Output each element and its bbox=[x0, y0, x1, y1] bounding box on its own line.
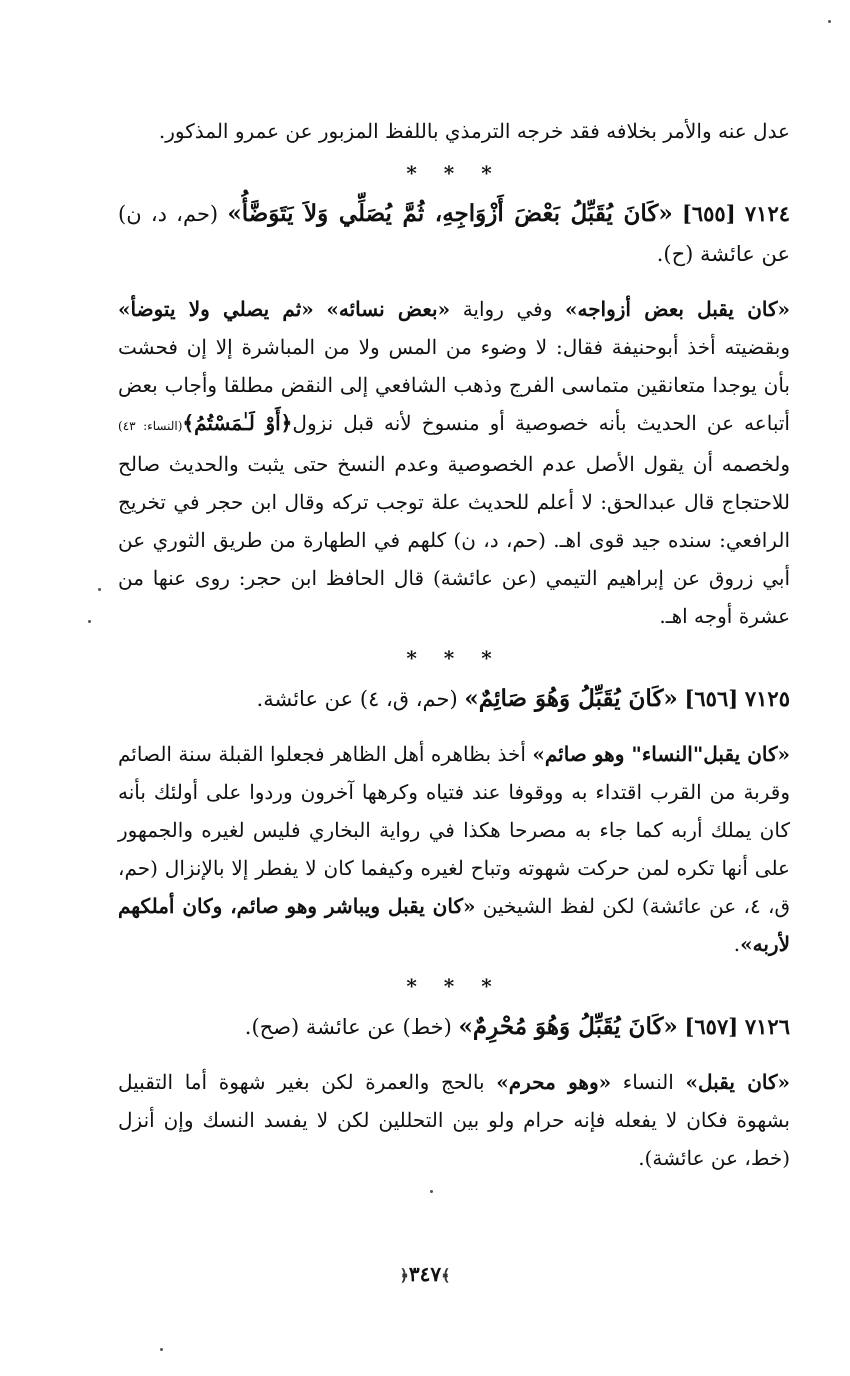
hadith-reference: (خط) عن عائشة (صح). bbox=[244, 1015, 452, 1039]
commentary-7125 bbox=[118, 735, 790, 963]
page-number bbox=[0, 1262, 850, 1286]
hadith-number: ٧١٢٦ bbox=[744, 1014, 790, 1039]
commentary-text: . bbox=[733, 932, 741, 956]
hadith-bracket-number: [٦٥٦] bbox=[684, 686, 739, 711]
scan-speck bbox=[160, 1348, 163, 1351]
hadith-text: «كَانَ يُقَبِّلُ وَهُوَ مُحْرِمٌ» bbox=[458, 1013, 678, 1040]
commentary-bold: «كان يقبل ويباشر وهو صائم، وكان أملكهم لأربه» bbox=[118, 894, 790, 956]
quran-verse: ﴿أَوْ لَـٰمَسْتُمُ﴾ bbox=[182, 411, 293, 435]
hadith-entry-7126 bbox=[118, 1007, 790, 1047]
hadith-reference: (حم، د، ن) عن عائشة (ح). bbox=[118, 202, 790, 266]
commentary-7124 bbox=[118, 290, 790, 635]
commentary-text: النساء bbox=[611, 1070, 686, 1094]
hadith-reference: (حم، ق، ٤) عن عائشة. bbox=[256, 687, 458, 711]
verse-reference: (النساء: ٤٣) bbox=[118, 419, 183, 433]
commentary-text: وفي رواية bbox=[450, 297, 565, 321]
commentary-7126 bbox=[118, 1063, 790, 1177]
hadith-entry-7125 bbox=[118, 679, 790, 719]
commentary-text: ولخصمه أن يقول الأصل عدم الخصوصية وعدم النسخ حتى يثبت والحديث صالح للاحتجاج قال عبدالحق: لا أعلم للحديث علة توجب تركه وقال ابن حجر في تخريج الرافعي: سنده جيد قوى اهـ. (حم، د، ن) كلهم في الطهارة من طريق الثوري عن أبي زروق عن إبراهيم التيمي (عن عائشة) قال الحافظ ابن حجر: روى عنها من عشرة أوجه اهـ. bbox=[118, 452, 790, 628]
scan-speck bbox=[88, 620, 91, 623]
separator: * * * bbox=[406, 161, 502, 185]
scan-speck bbox=[828, 20, 831, 23]
commentary-text: أخذ بظاهره أهل الظاهر فجعلوا القبلة سنة الصائم وقربة من القرب اقتداء به ووقوفا عند فتياه وكرهها آخرون وردوا على أولئك بأنه كان يملك أربه كما جاء به مصرحا هكذا في رواية البخاري فليس لغيره والجمهور على أنها تكره لمن حركت شهوته وتباح لغيره وكيفما كان لا يفطر إلا بالإنزال (حم، ق، ٤، عن عائشة) لكن لفظ الشيخين bbox=[118, 742, 790, 918]
page-number-text: ٣٤٧ bbox=[408, 1262, 442, 1286]
scan-speck bbox=[430, 1190, 433, 1193]
commentary-text bbox=[314, 297, 327, 321]
commentary-text: بالحج والعمرة لكن بغير شهوة أما التقبيل بشهوة فكان لا يفعله فإنه حرام ولو بين التحللين لكن لا يفسد النسك وإن أنزل (خط، عن عائشة). bbox=[118, 1070, 790, 1170]
commentary-bold: «بعض نسائه» bbox=[326, 297, 451, 321]
hadith-number: ٧١٢٥ bbox=[744, 686, 790, 711]
hadith-text: «كَانَ يُقَبِّلُ بَعْضَ أَزْوَاجِهِ، ثُمَّ يُصَلِّي وَلاَ يَتَوَضَّأُ» bbox=[227, 200, 673, 227]
commentary-bold: «ثم يصلي ولا يتوضأ» bbox=[118, 297, 314, 321]
commentary-text: وبقضيته أخذ أبوحنيفة فقال: لا وضوء من المس ولا من المباشرة إلا إن فحشت بأن يوجدا متعانقين متماسى الفرج وذهب الشافعي إلى النقض مطلقا وأجاب بعض أتباعه عن الحديث بأنه خصوصية أو منسوخ لأنه قبل نزول bbox=[118, 335, 790, 435]
page-body bbox=[118, 112, 790, 1177]
separator: * * * bbox=[406, 646, 502, 670]
hadith-text: «كَانَ يُقَبِّلُ وَهُوَ صَائِمٌ» bbox=[464, 685, 678, 712]
intro-line: عدل عنه والأمر بخلافه فقد خرجه الترمذي باللفظ المزبور عن عمرو المذكور. bbox=[158, 119, 790, 143]
page-ornament-right: ﴾ bbox=[441, 1266, 451, 1285]
hadith-number: ٧١٢٤ bbox=[744, 201, 791, 226]
commentary-bold: «كان يقبل» bbox=[685, 1070, 790, 1094]
commentary-bold: «كان يقبل"النساء" وهو صائم» bbox=[532, 742, 790, 766]
hadith-entry-7124 bbox=[118, 194, 790, 274]
hadith-bracket-number: [٦٥٧] bbox=[684, 1014, 739, 1039]
commentary-bold: «كان يقبل بعض أزواجه» bbox=[564, 297, 790, 321]
separator: * * * bbox=[406, 974, 502, 998]
page-ornament-left: ﴿ bbox=[399, 1266, 409, 1285]
hadith-bracket-number: [٦٥٥] bbox=[681, 201, 736, 226]
commentary-bold: «وهو محرم» bbox=[496, 1070, 612, 1094]
scan-speck bbox=[98, 588, 101, 591]
